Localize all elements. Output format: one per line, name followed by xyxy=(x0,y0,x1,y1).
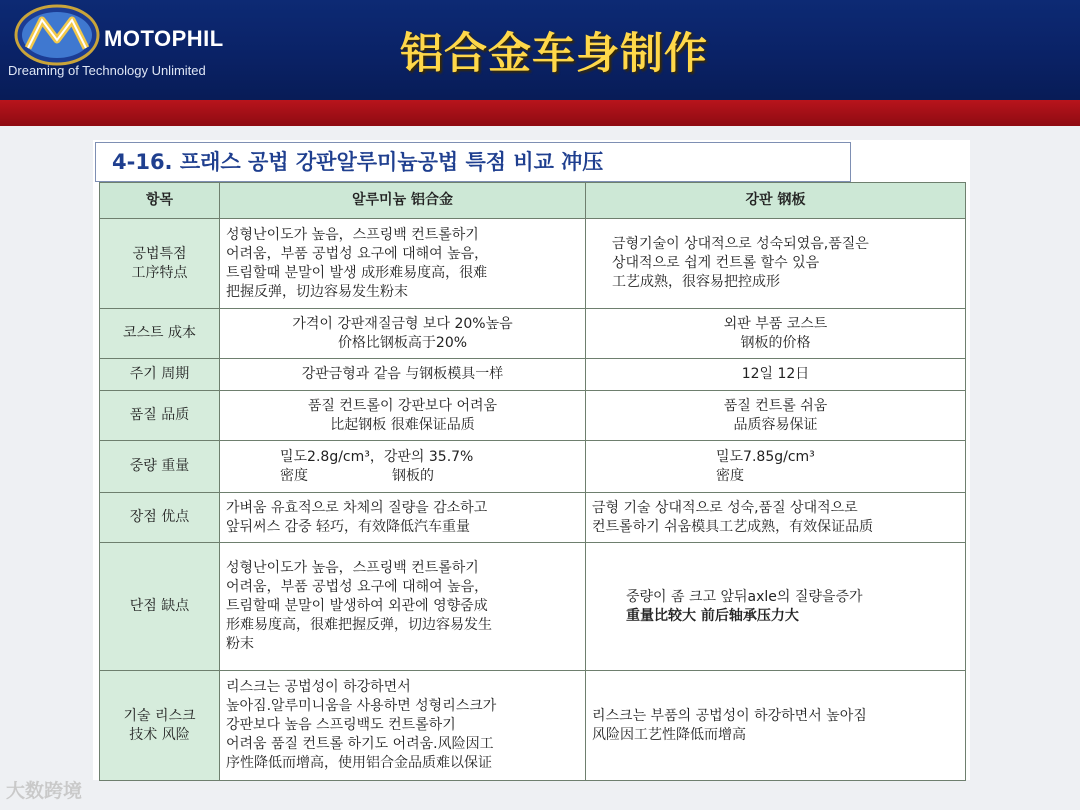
cell-item xyxy=(100,309,220,359)
cell-line: 어려움，부품 공법성 요구에 대해여 높음， xyxy=(226,579,489,595)
cell-line: 품질 컨트롤 쉬움 xyxy=(723,397,828,414)
cell-line: 어려움 품질 컨트롤 하기도 어려움.风险因工 xyxy=(226,736,494,752)
cell-aluminum xyxy=(220,493,586,543)
cell-line: 외판 부품 코스트 xyxy=(723,315,828,332)
comparison-table xyxy=(99,182,966,781)
cell-line: 形难易度高，很难把握反弹，切边容易发生 xyxy=(226,617,492,633)
cell-line: 성형난이도가 높음，스프링백 컨트롤하기 xyxy=(226,560,479,576)
cell-item xyxy=(100,359,220,391)
header-item: 항목 xyxy=(100,183,220,219)
cell-aluminum xyxy=(220,309,586,359)
cell-line: 주기 周期 xyxy=(129,366,190,382)
cell-line: 工序特点 xyxy=(131,264,188,281)
cell-item xyxy=(100,543,220,671)
cell-steel xyxy=(586,391,966,441)
cell-line: 把握反弹，切边容易发生粉末 xyxy=(226,283,408,300)
cell-line: 密度 xyxy=(716,467,744,484)
cell-line: 重量比较大 前后轴承压力大 xyxy=(626,607,799,624)
cell-line: 품질 品质 xyxy=(129,407,190,423)
cell-line: 어려움，부품 공법성 요구에 대해여 높음， xyxy=(226,245,489,262)
cell-line: 技术 风险 xyxy=(129,726,190,743)
table-header-row xyxy=(100,183,966,219)
cell-aluminum xyxy=(220,441,586,493)
cell-aluminum xyxy=(220,359,586,391)
cell-line: 리스크는 공법성이 하강하면서 xyxy=(226,679,411,695)
cell-line: 컨트롤하기 쉬움模具工艺成熟，有效保证品质 xyxy=(592,518,874,535)
cell-line: 价格比钢板高于20% xyxy=(337,334,468,351)
cell-line: 강판금형과 같음 与钢板模具一样 xyxy=(301,366,504,382)
table-row xyxy=(100,493,966,543)
cell-line: 중량 重量 xyxy=(129,458,190,474)
cell-line: 상대적으로 쉽게 컨트롤 할수 있음 xyxy=(612,255,820,271)
red-accent-bar xyxy=(0,100,1080,126)
cell-item xyxy=(100,441,220,493)
cell-steel xyxy=(586,493,966,543)
cell-line: 리스크는 부품의 공법성이 하강하면서 높아짐 xyxy=(592,707,867,724)
cell-line: 工艺成熟，很容易把控成形 xyxy=(612,274,780,290)
cell-line: 가격이 강판재질금형 보다 20%높음 xyxy=(292,315,513,332)
table-row xyxy=(100,219,966,309)
cell-steel xyxy=(586,441,966,493)
cell-line: 중량이 좀 크고 앞뒤axle의 질량을증가 xyxy=(626,588,863,605)
cell-item xyxy=(100,219,220,309)
section-title: 4-16. 프래스 공법 강판알루미늄공법 특점 비교 冲压 xyxy=(95,142,851,182)
cell-line: 比起钢板 很难保证品质 xyxy=(330,416,475,433)
cell-line: 코스트 成本 xyxy=(122,325,197,341)
table-row xyxy=(100,441,966,493)
brand-tagline: Dreaming of Technology Unlimited xyxy=(8,63,206,78)
cell-steel xyxy=(586,219,966,309)
header-aluminum: 알루미늄 铝合金 xyxy=(220,183,586,219)
cell-line: 앞뒤써스 감중 轻巧，有效降低汽车重量 xyxy=(226,518,471,535)
cell-line: 트림할때 분말이 발생 成形难易度高，很难 xyxy=(226,264,488,281)
cell-line: 단점 缺点 xyxy=(129,598,190,614)
table-row xyxy=(100,543,966,671)
cell-line: 钢板的价格 xyxy=(740,334,811,351)
cell-line: 밀도2.8g/cm³，강판의 35.7% xyxy=(280,448,474,465)
cell-steel xyxy=(586,671,966,781)
table-row xyxy=(100,359,966,391)
cell-line: 밀도7.85g/cm³ xyxy=(716,448,815,465)
header-steel: 강판 钢板 xyxy=(586,183,966,219)
cell-item xyxy=(100,391,220,441)
watermark-text: 大数跨境 xyxy=(6,780,83,802)
brand-name: MOTOPHIL xyxy=(104,26,224,51)
cell-line: 트림할때 분말이 발생하여 외관에 영향줌成 xyxy=(226,598,488,614)
cell-aluminum xyxy=(220,671,586,781)
motophil-logo xyxy=(14,4,100,66)
cell-steel xyxy=(586,309,966,359)
cell-line: 강판보다 높음 스프링백도 컨트롤하기 xyxy=(226,717,456,733)
table-row xyxy=(100,391,966,441)
cell-line: 序性降低而增高，使用铝合金品质难以保证 xyxy=(226,755,492,771)
cell-line: 높아짐.알루미니움을 사용하면 성형리스크가 xyxy=(226,698,497,714)
cell-aluminum xyxy=(220,391,586,441)
cell-line: 공법특점 xyxy=(132,245,187,262)
cell-line: 품질 컨트롤이 강판보다 어려움 xyxy=(307,397,498,414)
cell-line: 금형기술이 상대적으로 성숙되였음,품질은 xyxy=(612,236,869,252)
table-row xyxy=(100,671,966,781)
cell-item xyxy=(100,493,220,543)
cell-line: 12일 12日 xyxy=(741,366,810,382)
cell-line: 기술 리스크 xyxy=(123,707,196,724)
slide-title: 铝合金车身制作 xyxy=(400,29,708,79)
cell-steel xyxy=(586,359,966,391)
cell-aluminum xyxy=(220,543,586,671)
cell-line: 가벼움 유효적으로 차체의 질량을 감소하고 xyxy=(226,499,488,516)
cell-line: 장점 优点 xyxy=(129,509,190,525)
cell-line: 성형난이도가 높음，스프링백 컨트롤하기 xyxy=(226,226,479,243)
cell-line: 密度 钢板的 xyxy=(280,467,434,484)
cell-steel xyxy=(586,543,966,671)
cell-line: 品质容易保证 xyxy=(733,416,818,433)
cell-aluminum xyxy=(220,219,586,309)
cell-item xyxy=(100,671,220,781)
cell-line: 粉末 xyxy=(226,636,254,652)
cell-line: 风险因工艺性降低而增高 xyxy=(592,726,746,743)
cell-line: 금형 기술 상대적으로 성숙,품질 상대적으로 xyxy=(592,499,858,516)
table-row xyxy=(100,309,966,359)
